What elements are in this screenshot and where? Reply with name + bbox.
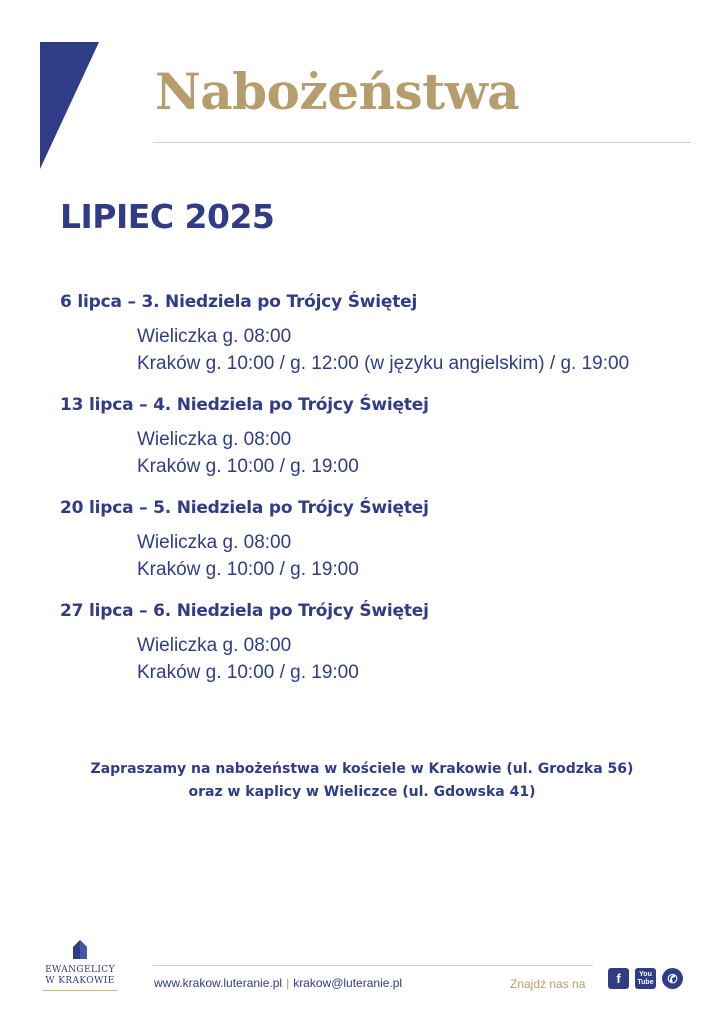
social-links — [608, 968, 683, 989]
service-time-wieliczka: Wieliczka g. 08:00 — [137, 326, 292, 347]
service-item — [60, 494, 700, 583]
service-item — [60, 288, 700, 377]
service-time-wieliczka: Wieliczka g. 08:00 — [137, 429, 292, 450]
service-time-krakow: Kraków g. 10:00 / g. 19:00 — [137, 559, 359, 580]
church-logo — [40, 938, 120, 991]
service-time-wieliczka: Wieliczka g. 08:00 — [137, 532, 292, 553]
service-heading: 20 lipca – 5. Niedziela po Trójcy Świętej — [60, 498, 429, 518]
email-link[interactable]: krakow@luteranie.pl — [293, 976, 403, 990]
facebook-icon[interactable]: f — [608, 968, 629, 989]
invitation-line: oraz w kaplicy w Wieliczce (ul. Gdowska 41) — [188, 784, 536, 800]
youtube-icon[interactable]: You Tube — [635, 968, 656, 989]
corner-triangle-decoration — [40, 42, 100, 170]
invitation-line: Zapraszamy na nabożeństwa w kościele w Krakowie (ul. Grodzka 56) — [90, 761, 634, 777]
month-heading: LIPIEC 2025 — [60, 197, 275, 236]
page-title: Nabożeństwa — [155, 62, 520, 121]
service-heading: 13 lipca – 4. Niedziela po Trójcy Świętej — [60, 395, 429, 415]
logo-text-line2: W KRAKOWIE — [45, 976, 115, 986]
service-time-krakow: Kraków g. 10:00 / g. 19:00 — [137, 662, 359, 683]
contact-separator: | — [286, 976, 290, 990]
service-heading: 6 lipca – 3. Niedziela po Trójcy Świętej — [60, 292, 418, 312]
church-building-icon — [69, 938, 91, 960]
service-time-krakow: Kraków g. 10:00 / g. 12:00 (w języku angielskim) / g. 19:00 — [137, 353, 630, 374]
website-link[interactable]: www.krakow.luteranie.pl — [154, 976, 283, 990]
logo-text-line1: EWANGELICY — [45, 965, 115, 975]
service-time-krakow: Kraków g. 10:00 / g. 19:00 — [137, 456, 359, 477]
service-item — [60, 597, 700, 686]
logo-underline — [43, 990, 117, 991]
footer-contacts — [154, 976, 402, 990]
title-divider — [153, 142, 691, 143]
service-item — [60, 391, 700, 480]
service-heading: 27 lipca – 6. Niedziela po Trójcy Świętej — [60, 601, 429, 621]
services-list — [60, 288, 700, 700]
footer-divider — [153, 965, 593, 966]
invitation-text — [0, 758, 724, 804]
service-time-wieliczka: Wieliczka g. 08:00 — [137, 635, 292, 656]
whatsapp-icon[interactable]: ✆ — [662, 968, 683, 989]
find-us-label: Znajdź nas na — [510, 977, 586, 991]
